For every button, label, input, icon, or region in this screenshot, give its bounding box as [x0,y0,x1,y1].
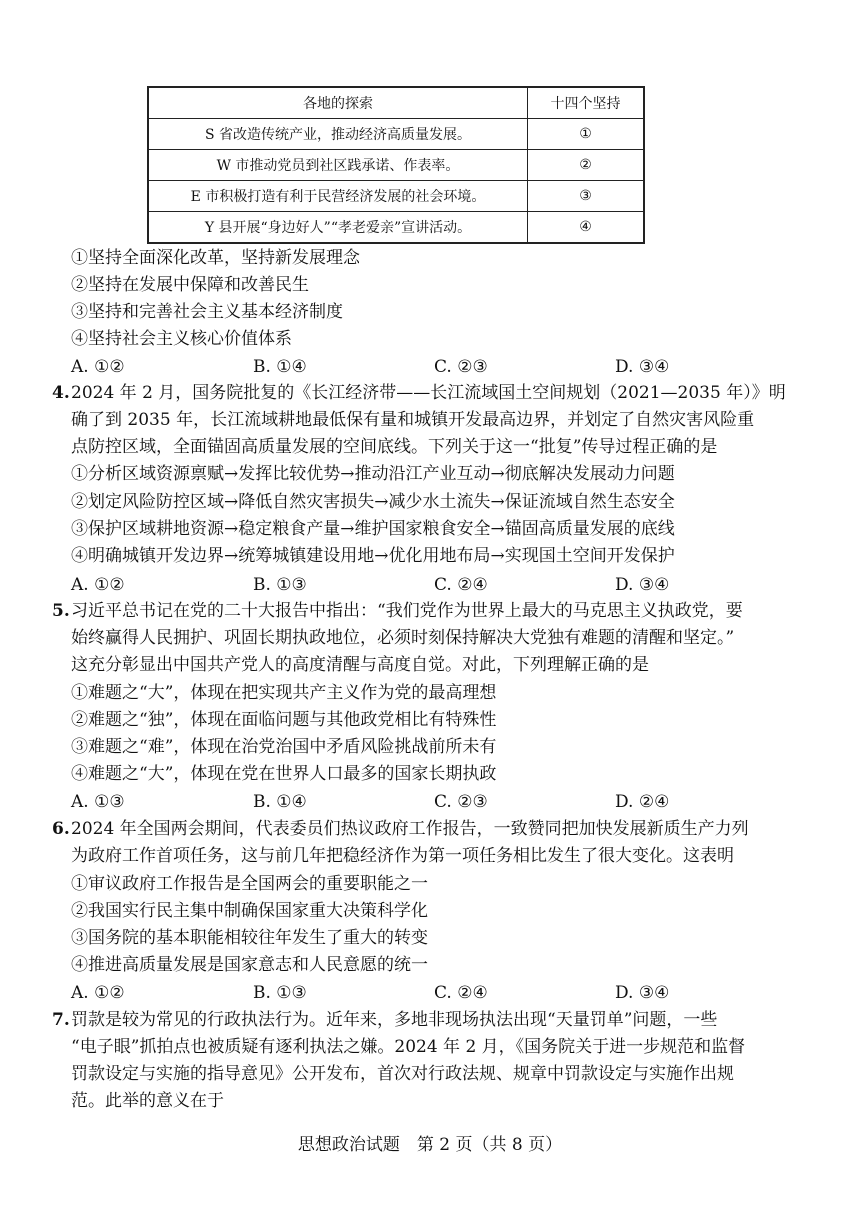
table-cell: Y 县开展“身边好人”“孝老爱亲”宣讲活动。 [148,212,528,244]
q5-option-d: D. ②④ [615,792,670,812]
q6-option-c: C. ②④ [434,983,488,1003]
q5-stem: 习近平总书记在党的二十大报告中指出：“我们党作为世界上最大的马克思主义执政党，要 [71,601,743,621]
q6-option-a: A. ①② [71,983,125,1003]
q4-item: ②划定风险防控区域→降低自然灾害损失→减少水土流失→保证流域自然生态安全 [71,492,675,512]
table-row [148,119,644,150]
q4-item: ③保护区域耕地资源→稳定粮食产量→维护国家粮食安全→锚固高质量发展的底线 [71,519,675,539]
q7-stem: 罚款是较为常见的行政执法行为。近年来，多地非现场执法出现“天量罚单”问题，一些 [71,1010,718,1030]
q5-stem: 始终赢得人民拥护、巩固长期执政地位，必须时刻保持解决大党独有难题的清醒和坚定。” [71,628,735,648]
q6-stem: 2024 年全国两会期间，代表委员们热议政府工作报告，一致赞同把加快发展新质生产力列 [71,819,749,839]
q3-option-d: D. ③④ [615,357,670,377]
q5-option-b: B. ①④ [253,792,307,812]
q5-item: ①难题之“大”，体现在把实现共产主义作为党的最高理想 [71,683,497,703]
q6-item: ③国务院的基本职能相较往年发生了重大的转变 [71,928,428,948]
q4-stem: 确了到 2035 年，长江流域耕地最低保有量和城镇开发最高边界，并划定了自然灾害风险重 [71,410,755,430]
q3-option-b: B. ①④ [253,357,307,377]
q5-option-a: A. ①③ [71,792,125,812]
q6-option-d: D. ③④ [615,983,670,1003]
q5-stem: 这充分彰显出中国共产党人的高度清醒与高度自觉。对此，下列理解正确的是 [71,655,649,675]
table-row [148,181,644,212]
q7-stem: 罚款设定与实施的指导意见》公开发布，首次对行政法规、规章中罚款设定与实施作出规 [71,1064,734,1084]
q5-item: ④难题之“大”，体现在党在世界人口最多的国家长期执政 [71,764,497,784]
q4-option-b: B. ①③ [253,575,307,595]
table-cell: W 市推动党员到社区践承诺、作表率。 [148,150,528,181]
q6-item: ④推进高质量发展是国家意志和人民意愿的统一 [71,955,428,975]
q6-stem: 为政府工作首项任务，这与前几年把稳经济作为第一项任务相比发生了很大变化。这表明 [71,846,734,866]
table-cell: ① [528,119,645,150]
q5-item: ③难题之“难”，体现在治党治国中矛盾风险挑战前所未有 [71,737,497,757]
q3-option-a: A. ①② [71,357,125,377]
q4-item: ①分析区域资源禀赋→发挥比较优势→推动沿江产业互动→彻底解决发展动力问题 [71,464,675,484]
q3-item: ②坚持在发展中保障和改善民生 [71,275,309,295]
table-cell: ③ [528,181,645,212]
q5-option-c: C. ②③ [434,792,488,812]
q4-option-a: A. ①② [71,575,125,595]
exploration-table [147,86,645,244]
q6-number: 6. [52,819,70,839]
q4-number: 4. [52,383,70,403]
q4-option-d: D. ③④ [615,575,670,595]
q5-number: 5. [52,601,70,621]
q4-option-c: C. ②④ [434,575,488,595]
q6-option-b: B. ①③ [253,983,307,1003]
q7-stem: “电子眼”抓拍点也被质疑有逐利执法之嫌。2024 年 2 月，《国务院关于进一步规范和监督 [71,1037,746,1057]
q3-item: ③坚持和完善社会主义基本经济制度 [71,302,343,322]
q3-item: ④坚持社会主义核心价值体系 [71,329,292,349]
table-header-row [148,87,644,119]
page-footer: 思想政治试题 第 2 页（共 8 页） [297,1135,563,1155]
table-header: 十四个坚持 [528,87,645,119]
table-cell: S 省改造传统产业，推动经济高质量发展。 [148,119,528,150]
table-cell: ④ [528,212,645,244]
q3-item: ①坚持全面深化改革，坚持新发展理念 [71,248,360,268]
table-cell: ② [528,150,645,181]
q3-option-c: C. ②③ [434,357,488,377]
q4-item: ④明确城镇开发边界→统筹城镇建设用地→优化用地布局→实现国土空间开发保护 [71,546,675,566]
table-row [148,150,644,181]
q7-stem: 范。此举的意义在于 [71,1091,224,1111]
q5-item: ②难题之“独”，体现在面临问题与其他政党相比有特殊性 [71,710,497,730]
q4-stem: 2024 年 2 月，国务院批复的《长江经济带——长江流域国土空间规划（2021—2035 年）》明 [71,383,786,403]
q6-item: ②我国实行民主集中制确保国家重大决策科学化 [71,901,428,921]
q6-item: ①审议政府工作报告是全国两会的重要职能之一 [71,874,428,894]
q4-stem: 点防控区域，全面锚固高质量发展的空间底线。下列关于这一“批复”传导过程正确的是 [71,437,718,457]
table-cell: E 市积极打造有利于民营经济发展的社会环境。 [148,181,528,212]
q7-number: 7. [52,1010,70,1030]
table-row [148,212,644,244]
table-header: 各地的探索 [148,87,528,119]
